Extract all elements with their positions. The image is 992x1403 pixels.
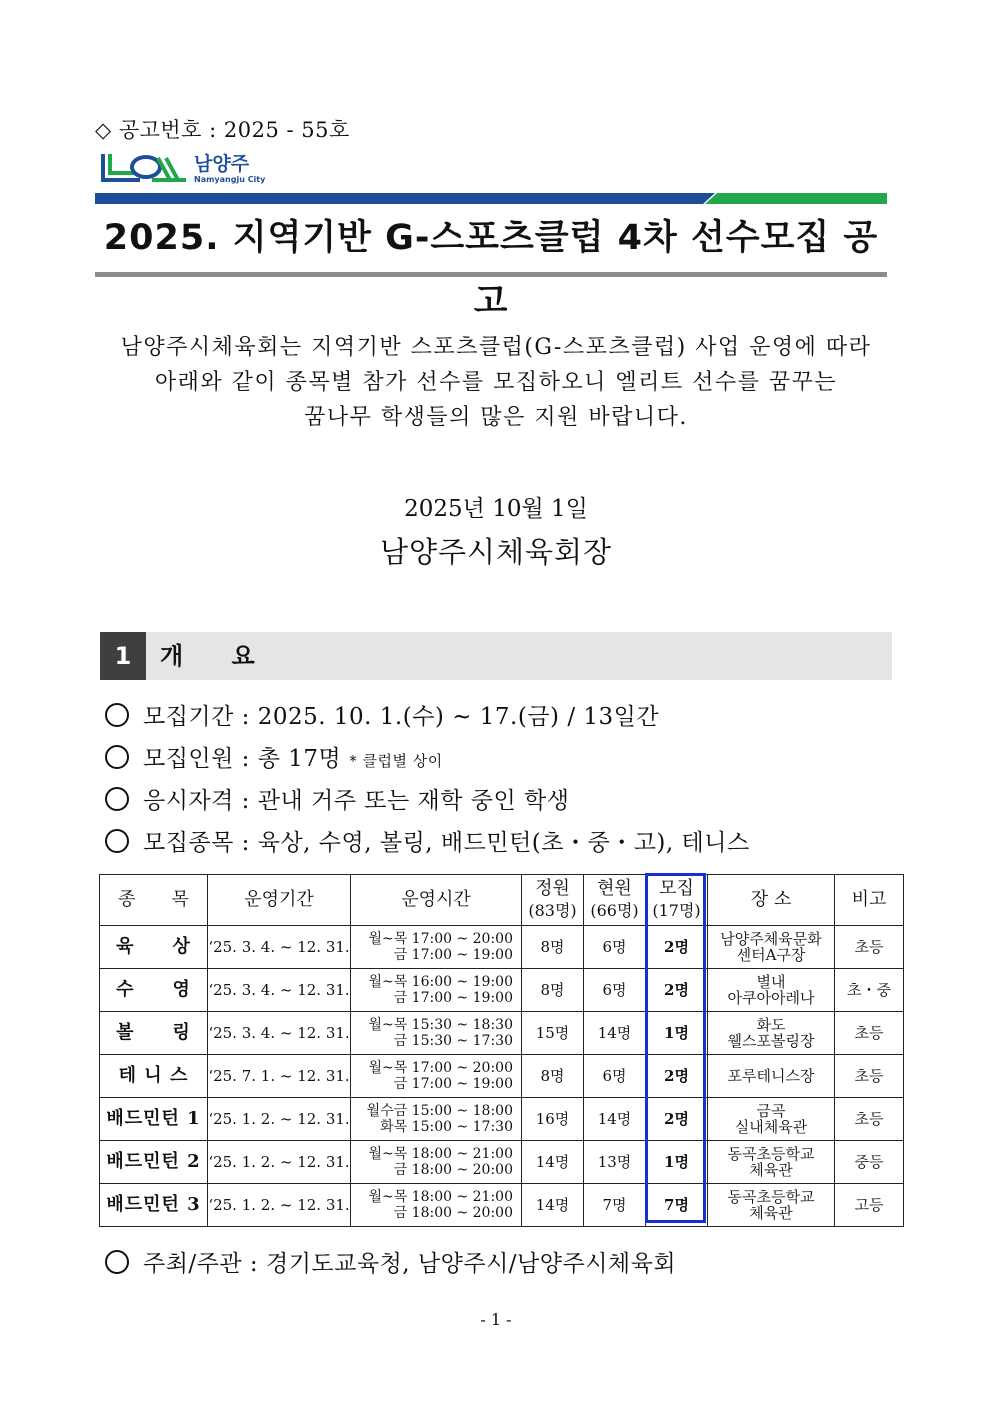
header-capacity <box>522 875 584 926</box>
header-recruit <box>646 875 708 926</box>
logo-name: 남양주 <box>194 152 250 175</box>
announcement-date: 2025년 10월 1일 <box>404 496 588 522</box>
row-time-line: 월~목 15:30 ~ 18:30 <box>368 1017 513 1033</box>
row-time <box>351 1141 522 1184</box>
row-current: 7명 <box>584 1184 646 1227</box>
city-logo <box>100 150 265 188</box>
intro-line: 꿈나무 학생들의 많은 지원 바랍니다. <box>304 405 688 430</box>
page-number: - 1 - <box>480 1310 512 1329</box>
intro-paragraph <box>60 330 932 435</box>
row-period: ‘25. 1. 2. ~ 12. 31. <box>208 1141 351 1184</box>
row-sport: 육 상 <box>100 926 208 969</box>
row-place-line: 동곡초등학교 <box>727 1145 815 1163</box>
header-capacity-label: 정원 <box>535 878 570 899</box>
row-current: 13명 <box>584 1141 646 1184</box>
row-note: 초・중 <box>835 969 904 1012</box>
row-sport: 볼 링 <box>100 1012 208 1055</box>
row-current: 6명 <box>584 926 646 969</box>
circle-bullet-icon <box>105 1250 129 1274</box>
section-title: 개 요 <box>160 642 255 670</box>
row-recruit: 2명 <box>646 1098 708 1141</box>
row-note: 초등 <box>835 926 904 969</box>
row-capacity: 8명 <box>522 969 584 1012</box>
row-place-line: 금곡 <box>756 1102 786 1120</box>
table-header-row <box>100 875 904 926</box>
row-place-line: 체육관 <box>749 1204 793 1222</box>
row-time-line: 월~목 17:00 ~ 20:00 <box>368 1060 513 1076</box>
notice-number: ◇ 공고번호 : 2025 - 55호 <box>95 118 350 142</box>
header-note: 비고 <box>835 875 904 926</box>
header-period: 운영기간 <box>208 875 351 926</box>
row-place <box>708 1184 835 1227</box>
row-place <box>708 926 835 969</box>
row-recruit: 7명 <box>646 1184 708 1227</box>
row-place-line: 센터A구장 <box>736 946 806 964</box>
row-place <box>708 969 835 1012</box>
header-current <box>584 875 646 926</box>
info-eligibility <box>105 782 569 815</box>
row-place-line: 포루테니스장 <box>727 1067 815 1085</box>
table-row <box>100 1184 904 1227</box>
row-place-line: 남양주체육문화 <box>720 930 822 948</box>
row-place-line: 체육관 <box>749 1161 793 1179</box>
row-sport: 배드민턴 1 <box>100 1098 208 1141</box>
row-place <box>708 1098 835 1141</box>
info-eligibility-text: 응시자격 : 관내 거주 또는 재학 중인 학생 <box>143 788 570 814</box>
row-period: ‘25. 3. 4. ~ 12. 31. <box>208 1012 351 1055</box>
row-period: ‘25. 3. 4. ~ 12. 31. <box>208 969 351 1012</box>
row-note: 고등 <box>835 1184 904 1227</box>
header-current-total: (66명) <box>590 901 639 920</box>
row-capacity: 8명 <box>522 926 584 969</box>
row-time <box>351 1184 522 1227</box>
row-time <box>351 1098 522 1141</box>
row-time <box>351 926 522 969</box>
row-capacity: 16명 <box>522 1098 584 1141</box>
row-recruit: 2명 <box>646 969 708 1012</box>
circle-bullet-icon <box>105 787 129 811</box>
row-place-line: 실내체육관 <box>734 1118 808 1136</box>
row-time-line: 금 18:00 ~ 20:00 <box>393 1162 513 1178</box>
row-recruit: 2명 <box>646 1055 708 1098</box>
row-capacity: 8명 <box>522 1055 584 1098</box>
header-place: 장 소 <box>708 875 835 926</box>
row-place <box>708 1012 835 1055</box>
info-sports-text: 모집종목 : 육상, 수영, 볼링, 배드민턴(초・중・고), 테니스 <box>143 830 750 856</box>
header-stripe <box>95 193 887 204</box>
table-row <box>100 1012 904 1055</box>
row-place-line: 화도 <box>756 1016 786 1034</box>
row-sport: 테 니 스 <box>100 1055 208 1098</box>
row-period: ‘25. 1. 2. ~ 12. 31. <box>208 1098 351 1141</box>
row-place-line: 별내 <box>756 973 786 991</box>
table-row <box>100 969 904 1012</box>
circle-bullet-icon <box>105 829 129 853</box>
row-place-line: 아쿠아아레나 <box>727 989 815 1007</box>
row-time-line: 월~목 18:00 ~ 21:00 <box>368 1146 513 1162</box>
row-time-line: 금 17:00 ~ 19:00 <box>393 947 513 963</box>
title-divider <box>95 272 887 277</box>
circle-bullet-icon <box>105 703 129 727</box>
page-title: 2025. 지역기반 G-스포츠클럽 4차 선수모집 공고 <box>103 218 879 322</box>
row-time-line: 월~목 16:00 ~ 19:00 <box>368 974 513 990</box>
row-note: 초등 <box>835 1012 904 1055</box>
header-sport: 종 목 <box>100 875 208 926</box>
circle-bullet-icon <box>105 745 129 769</box>
info-host <box>105 1245 676 1278</box>
row-recruit: 1명 <box>646 1141 708 1184</box>
row-note: 중등 <box>835 1141 904 1184</box>
row-recruit: 1명 <box>646 1012 708 1055</box>
info-host-text: 주최/주관 : 경기도교육청, 남양주시/남양주시체육회 <box>143 1251 677 1277</box>
row-time-line: 금 15:30 ~ 17:30 <box>393 1033 513 1049</box>
row-time-line: 화목 15:00 ~ 17:30 <box>380 1119 513 1135</box>
row-current: 6명 <box>584 1055 646 1098</box>
intro-line: 아래와 같이 종목별 참가 선수를 모집하오니 엘리트 선수를 꿈꾸는 <box>154 370 838 395</box>
row-period: ‘25. 3. 4. ~ 12. 31. <box>208 926 351 969</box>
row-time-line: 월수금 15:00 ~ 18:00 <box>366 1103 513 1119</box>
row-sport: 배드민턴 3 <box>100 1184 208 1227</box>
row-time <box>351 1055 522 1098</box>
row-place <box>708 1055 835 1098</box>
header-recruit-total: (17명) <box>652 901 701 920</box>
row-capacity: 14명 <box>522 1184 584 1227</box>
row-time-line: 월~목 18:00 ~ 21:00 <box>368 1189 513 1205</box>
row-time-line: 금 18:00 ~ 20:00 <box>393 1205 513 1221</box>
row-place-line: 동곡초등학교 <box>727 1188 815 1206</box>
row-note: 초등 <box>835 1055 904 1098</box>
row-recruit: 2명 <box>646 926 708 969</box>
row-sport: 배드민턴 2 <box>100 1141 208 1184</box>
namyangju-logo-icon <box>100 152 188 186</box>
section-number: 1 <box>100 632 146 680</box>
table-row <box>100 926 904 969</box>
row-current: 6명 <box>584 969 646 1012</box>
row-time <box>351 1012 522 1055</box>
issuing-organization: 남양주시체육회장 <box>379 535 613 569</box>
row-time-line: 금 17:00 ~ 19:00 <box>393 990 513 1006</box>
table-row <box>100 1098 904 1141</box>
header-recruit-label: 모집 <box>659 878 694 899</box>
header-time: 운영시간 <box>351 875 522 926</box>
row-capacity: 14명 <box>522 1141 584 1184</box>
logo-subtitle: Namyangju City <box>194 174 266 184</box>
info-count-note: * 클럽별 상이 <box>349 752 443 770</box>
row-time-line: 월~목 17:00 ~ 20:00 <box>368 931 513 947</box>
row-period: ‘25. 1. 2. ~ 12. 31. <box>208 1184 351 1227</box>
row-period: ‘25. 7. 1. ~ 12. 31. <box>208 1055 351 1098</box>
info-count <box>105 740 443 773</box>
header-capacity-total: (83명) <box>528 901 577 920</box>
row-current: 14명 <box>584 1098 646 1141</box>
row-time <box>351 969 522 1012</box>
info-sports <box>105 824 750 857</box>
row-place <box>708 1141 835 1184</box>
table-row <box>100 1141 904 1184</box>
info-period <box>105 698 659 731</box>
recruitment-table <box>99 874 904 1227</box>
row-note: 초등 <box>835 1098 904 1141</box>
row-current: 14명 <box>584 1012 646 1055</box>
info-period-text: 모집기간 : 2025. 10. 1.(수) ~ 17.(금) / 13일간 <box>143 704 660 730</box>
info-count-text: 모집인원 : 총 17명 <box>143 746 342 772</box>
row-place-line: 웰스포볼링장 <box>727 1032 815 1050</box>
row-time-line: 금 17:00 ~ 19:00 <box>393 1076 513 1092</box>
intro-line: 남양주시체육회는 지역기반 스포츠클럽(G-스포츠클럽) 사업 운영에 따라 <box>120 335 872 360</box>
table-row <box>100 1055 904 1098</box>
header-current-label: 현원 <box>597 878 632 899</box>
row-sport: 수 영 <box>100 969 208 1012</box>
row-capacity: 15명 <box>522 1012 584 1055</box>
